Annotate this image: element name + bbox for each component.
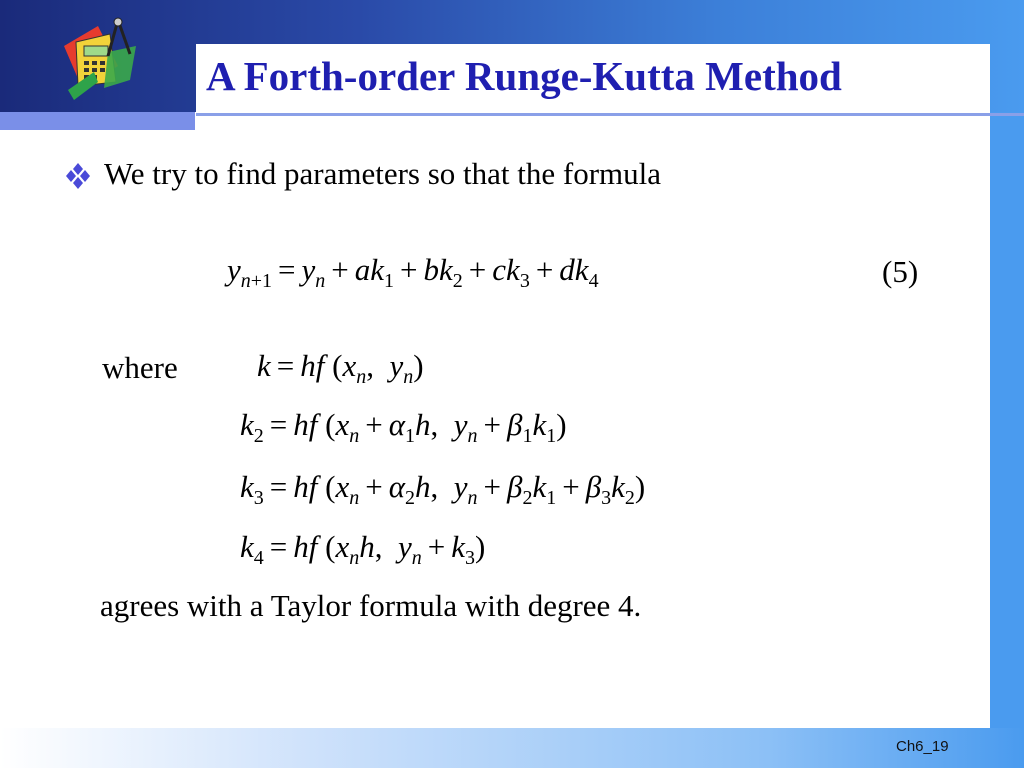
equation-k1: k = hf ($x_n$, $y_n$) bbox=[257, 348, 424, 388]
right-decor-strip bbox=[990, 112, 1024, 728]
calculator-compass-logo-icon bbox=[58, 16, 148, 106]
slide-number: Ch6_19 bbox=[896, 738, 949, 755]
four-diamond-bullet-icon bbox=[64, 162, 92, 190]
equation-k2: $k_2$ = hf ($x_n + \alpha_1h$, $y_n + \beta_1k_1$) bbox=[240, 407, 567, 447]
main-equation: $y_{n+1} = y_n + ak_1 + bk_2 + ck_3 + dk_4$ bbox=[227, 252, 599, 292]
equation-k4: $k_4$ = hf ($x_nh$, $y_n + k_3$) bbox=[240, 529, 486, 569]
closing-text: agrees with a Taylor formula with degree 4. bbox=[100, 588, 642, 623]
title-underline bbox=[196, 113, 1024, 116]
slide-title: A Forth-order Runge-Kutta Method bbox=[206, 53, 842, 99]
where-label: where bbox=[102, 350, 178, 385]
banner-stripe bbox=[0, 112, 195, 130]
bottom-banner bbox=[0, 728, 1024, 768]
equation-number: (5) bbox=[882, 254, 919, 289]
bullet-text: We try to find parameters so that the formula bbox=[104, 156, 662, 191]
equation-k3: $k_3$ = hf ($x_n + \alpha_2h$, $y_n + \beta_2k_1 + \beta_3k_2$) bbox=[240, 469, 646, 509]
